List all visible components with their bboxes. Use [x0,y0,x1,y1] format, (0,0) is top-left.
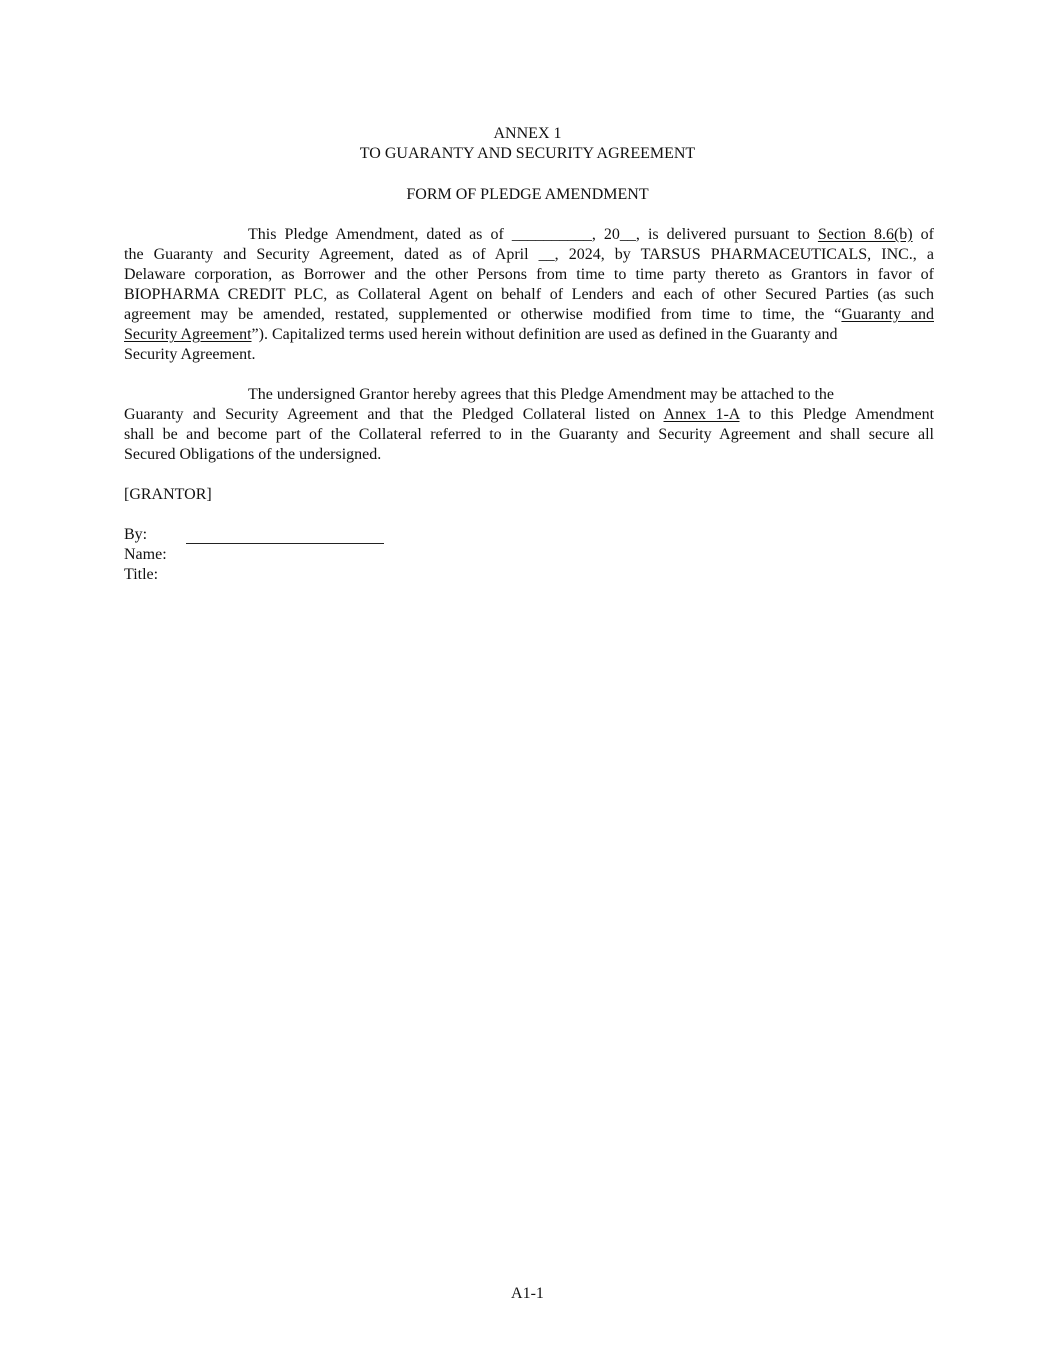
paragraph-line: This Pledge Amendment, dated as of __________, 20__, is delivered pursuant to Section 8.6(b) of [248,226,934,243]
annex-subtitle: TO GUARANTY AND SECURITY AGREEMENT [359,145,696,162]
paragraph-line: shall be and become part of the Collateral referred to in the Guaranty and Security Agreement and shall secure all [124,426,934,443]
paragraph-line: Security Agreement. [124,346,256,363]
paragraph-line: The undersigned Grantor hereby agrees that this Pledge Amendment may be attached to the [248,386,835,403]
defined-term: Guaranty and [841,306,934,323]
paragraph-grantor-agreement [124,385,934,465]
page-number: A1-1 [511,1285,544,1302]
by-label: By: [124,526,148,543]
title-label: Title: [124,566,159,583]
paragraph-line: Security Agreement”). Capitalized terms used herein without definition are used as defined in the Guaranty and [124,326,838,343]
signature-line [186,543,384,544]
name-label: Name: [124,546,167,563]
annex-label: ANNEX 1 [493,125,562,142]
paragraph-line: agreement may be amended, restated, supplemented or otherwise modified from time to time, the “Guaranty and [124,306,934,323]
defined-term: Security Agreement [124,326,252,343]
paragraph-line: Secured Obligations of the undersigned. [124,446,382,463]
paragraph-line: Delaware corporation, as Borrower and the other Persons from time to time party thereto as Grantors in favor of [124,266,934,283]
section-reference: Section 8.6(b) [817,226,913,243]
paragraph-line: the Guaranty and Security Agreement, dated as of April __, 2024, by TARSUS PHARMACEUTICALS, INC., a [124,246,934,263]
annex-reference: Annex 1-A [663,406,740,423]
form-title: FORM OF PLEDGE AMENDMENT [406,186,649,203]
paragraph-pledge-amendment [124,225,934,365]
grantor-placeholder: [GRANTOR] [124,486,212,503]
paragraph-line: Guaranty and Security Agreement and that the Pledged Collateral listed on Annex 1-A to this Pledge Amendment [124,406,935,423]
paragraph-line: BIOPHARMA CREDIT PLC, as Collateral Agent on behalf of Lenders and each of other Secured Parties (as such [124,286,934,303]
